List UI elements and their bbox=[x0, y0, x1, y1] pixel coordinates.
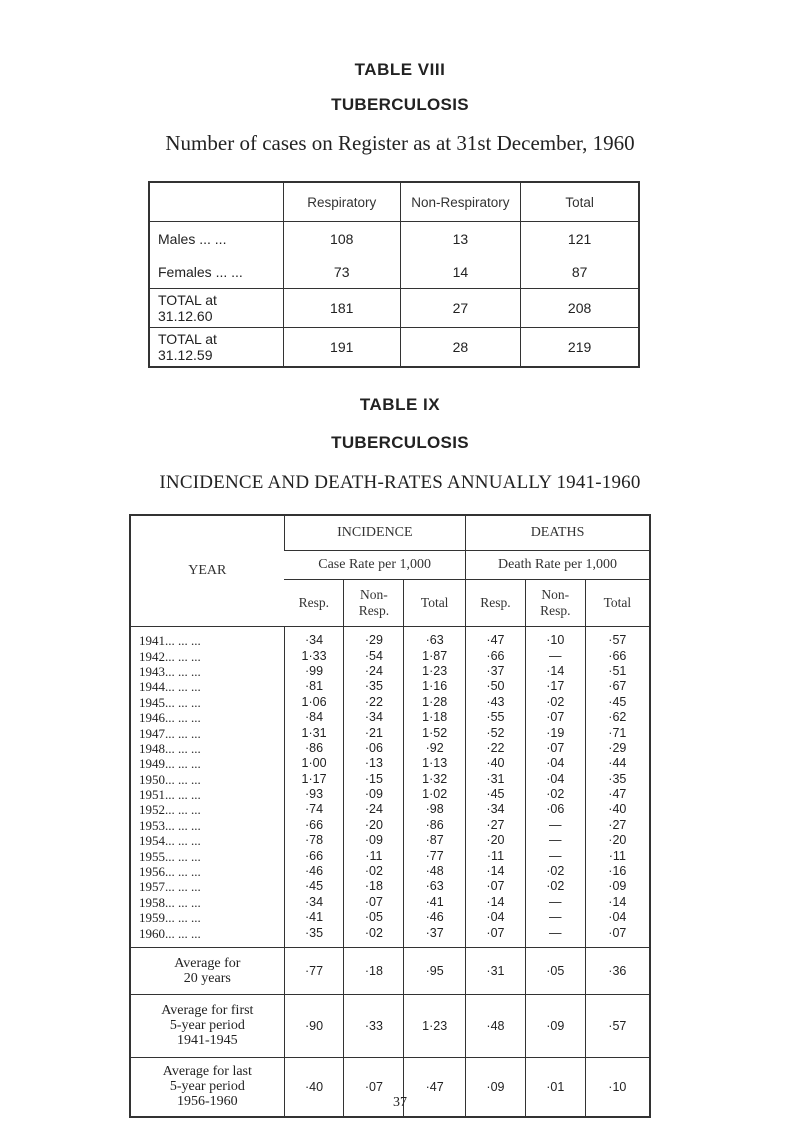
cell: ·67 bbox=[585, 679, 650, 694]
cell: ·18 bbox=[344, 947, 404, 994]
cell: ·77 bbox=[404, 848, 466, 863]
cell: ·62 bbox=[585, 710, 650, 725]
cell: ·22 bbox=[466, 741, 526, 756]
cell: ·43 bbox=[466, 695, 526, 710]
table-row bbox=[130, 695, 650, 710]
cell: ·02 bbox=[344, 925, 404, 947]
table-row bbox=[130, 802, 650, 817]
table-row bbox=[130, 710, 650, 725]
table-row bbox=[130, 756, 650, 771]
cell: 121 bbox=[521, 222, 639, 256]
column-header-inc-total: Total bbox=[404, 580, 466, 627]
cell: ·20 bbox=[585, 833, 650, 848]
cell: ·13 bbox=[344, 756, 404, 771]
cell: ·20 bbox=[344, 818, 404, 833]
cell: ·86 bbox=[284, 741, 344, 756]
cell: ·74 bbox=[284, 802, 344, 817]
cell: ·15 bbox=[344, 772, 404, 787]
column-header-inc-non-resp: Non- Resp. bbox=[344, 580, 404, 627]
table-row bbox=[149, 255, 639, 289]
cell: ·33 bbox=[344, 994, 404, 1057]
table-8-title: TUBERCULOSIS bbox=[331, 95, 469, 114]
cell: 1·06 bbox=[284, 695, 344, 710]
cell: ·52 bbox=[466, 725, 526, 740]
cell: ·41 bbox=[404, 895, 466, 910]
cell: ·31 bbox=[466, 772, 526, 787]
cell: ·45 bbox=[585, 695, 650, 710]
cell: ·84 bbox=[284, 710, 344, 725]
incidence-death-rates-table bbox=[129, 514, 651, 1118]
year-label: 1954... ... ... bbox=[139, 833, 201, 849]
cell: ·27 bbox=[466, 818, 526, 833]
cell: ·95 bbox=[404, 947, 466, 994]
cell: ·50 bbox=[466, 679, 526, 694]
cell: 219 bbox=[521, 328, 639, 368]
year-label: 1947... ... ... bbox=[139, 725, 201, 741]
table-row bbox=[130, 947, 650, 994]
cell: ·92 bbox=[404, 741, 466, 756]
cell: ·35 bbox=[585, 772, 650, 787]
cell: ·06 bbox=[525, 802, 585, 817]
cell: 1·33 bbox=[284, 648, 344, 663]
cell: ·07 bbox=[344, 1057, 404, 1117]
cell: ·10 bbox=[525, 627, 585, 649]
cell: ·18 bbox=[344, 879, 404, 894]
cell: 1·00 bbox=[284, 756, 344, 771]
cell: ·34 bbox=[466, 802, 526, 817]
year-label: 1956... ... ... bbox=[139, 864, 201, 880]
cell: ·07 bbox=[585, 925, 650, 947]
cell: 13 bbox=[400, 222, 521, 256]
cell: ·45 bbox=[284, 879, 344, 894]
cell: 208 bbox=[521, 289, 639, 328]
column-header-death-total: Total bbox=[585, 580, 650, 627]
cell: ·47 bbox=[466, 627, 526, 649]
cell: ·14 bbox=[466, 864, 526, 879]
cell: ·44 bbox=[585, 756, 650, 771]
column-header-death-resp: Resp. bbox=[466, 580, 526, 627]
cell: ·19 bbox=[525, 725, 585, 740]
cell: ·07 bbox=[466, 879, 526, 894]
table-row bbox=[130, 664, 650, 679]
cell: ·93 bbox=[284, 787, 344, 802]
cell: ·66 bbox=[585, 648, 650, 663]
cell: ·87 bbox=[404, 833, 466, 848]
cell: ·41 bbox=[284, 910, 344, 925]
table-row bbox=[130, 772, 650, 787]
cell: ·05 bbox=[525, 947, 585, 994]
cell: ·09 bbox=[585, 879, 650, 894]
table-row bbox=[149, 328, 639, 368]
cell: ·51 bbox=[585, 664, 650, 679]
cell: ·55 bbox=[466, 710, 526, 725]
cell: ·46 bbox=[284, 864, 344, 879]
cell: 108 bbox=[283, 222, 400, 256]
cell: 27 bbox=[400, 289, 521, 328]
cell: ·37 bbox=[404, 925, 466, 947]
cell: ·99 bbox=[284, 664, 344, 679]
cell: ·04 bbox=[466, 910, 526, 925]
table-row bbox=[130, 725, 650, 740]
cell: ·07 bbox=[525, 710, 585, 725]
cell: ·04 bbox=[525, 756, 585, 771]
column-header-blank bbox=[149, 182, 283, 222]
year-label: 1952... ... ... bbox=[139, 802, 201, 818]
cell: 1·23 bbox=[404, 664, 466, 679]
cell: ·21 bbox=[344, 725, 404, 740]
table-row bbox=[130, 895, 650, 910]
cell: ·09 bbox=[466, 1057, 526, 1117]
year-label: 1945... ... ... bbox=[139, 694, 201, 710]
cell: ·29 bbox=[344, 627, 404, 649]
cell: 1·32 bbox=[404, 772, 466, 787]
year-label: 1953... ... ... bbox=[139, 817, 201, 833]
year-label: 1948... ... ... bbox=[139, 740, 201, 756]
row-label: Average for last 5-year period 1956-1960 bbox=[130, 1057, 284, 1117]
cell: ·02 bbox=[525, 787, 585, 802]
page-number: 37 bbox=[393, 1095, 407, 1110]
table-9-heading: TABLE IX bbox=[359, 395, 441, 414]
table-row bbox=[130, 679, 650, 694]
cell: ·01 bbox=[525, 1057, 585, 1117]
cell: ·57 bbox=[585, 627, 650, 649]
cell: ·57 bbox=[585, 994, 650, 1057]
table-row bbox=[130, 627, 650, 649]
column-header-year: YEAR bbox=[188, 563, 227, 578]
cell: ·24 bbox=[344, 802, 404, 817]
cell: 28 bbox=[400, 328, 521, 368]
cell: ·10 bbox=[585, 1057, 650, 1117]
cell: ·45 bbox=[466, 787, 526, 802]
cell: ·47 bbox=[404, 1057, 466, 1117]
cell: ·66 bbox=[466, 648, 526, 663]
cell: 181 bbox=[283, 289, 400, 328]
year-label: 1960... ... ... bbox=[139, 925, 201, 941]
column-header-non-respiratory: Non-Respiratory bbox=[400, 182, 521, 222]
cell: ·17 bbox=[525, 679, 585, 694]
cell: ·27 bbox=[585, 818, 650, 833]
cell: — bbox=[525, 848, 585, 863]
cell: 191 bbox=[283, 328, 400, 368]
cell: — bbox=[525, 833, 585, 848]
cell: ·86 bbox=[404, 818, 466, 833]
tuberculosis-register-table bbox=[148, 181, 640, 368]
cell: 1·28 bbox=[404, 695, 466, 710]
cell: ·40 bbox=[466, 756, 526, 771]
column-header-case-rate: Case Rate per 1,000 bbox=[284, 551, 465, 580]
table-row bbox=[130, 787, 650, 802]
cell: ·29 bbox=[585, 741, 650, 756]
cell: ·07 bbox=[466, 925, 526, 947]
cell: ·35 bbox=[284, 925, 344, 947]
cell: ·34 bbox=[344, 710, 404, 725]
cell: ·16 bbox=[585, 864, 650, 879]
cell: ·63 bbox=[404, 627, 466, 649]
cell: ·77 bbox=[284, 947, 344, 994]
row-label: TOTAL at 31.12.60 bbox=[149, 289, 283, 328]
cell: ·20 bbox=[466, 833, 526, 848]
cell: ·02 bbox=[525, 864, 585, 879]
year-label: 1942... ... ... bbox=[139, 648, 201, 664]
table-row bbox=[130, 818, 650, 833]
cell: ·54 bbox=[344, 648, 404, 663]
cell: ·05 bbox=[344, 910, 404, 925]
cell: ·22 bbox=[344, 695, 404, 710]
year-label: 1950... ... ... bbox=[139, 771, 201, 787]
year-label: 1944... ... ... bbox=[139, 679, 201, 695]
table-row bbox=[130, 879, 650, 894]
cell: ·98 bbox=[404, 802, 466, 817]
cell: ·35 bbox=[344, 679, 404, 694]
cell: ·48 bbox=[466, 994, 526, 1057]
row-label: Females ... ... bbox=[158, 263, 243, 280]
year-label: 1957... ... ... bbox=[139, 879, 201, 895]
cell: — bbox=[525, 648, 585, 663]
cell: ·02 bbox=[525, 879, 585, 894]
cell: ·66 bbox=[284, 818, 344, 833]
table-row bbox=[130, 994, 650, 1057]
year-label: 1941... ... ... bbox=[130, 627, 284, 649]
cell: ·11 bbox=[585, 848, 650, 863]
cell: ·37 bbox=[466, 664, 526, 679]
year-label: 1958... ... ... bbox=[139, 894, 201, 910]
cell: 1·23 bbox=[404, 994, 466, 1057]
cell: — bbox=[525, 925, 585, 947]
cell: ·07 bbox=[344, 895, 404, 910]
cell: ·02 bbox=[344, 864, 404, 879]
row-label: Average for first 5-year period 1941-1945 bbox=[130, 994, 284, 1057]
cell: 1·13 bbox=[404, 756, 466, 771]
table-row bbox=[130, 741, 650, 756]
cell: 73 bbox=[283, 255, 400, 289]
table-row bbox=[130, 648, 650, 663]
cell: ·31 bbox=[466, 947, 526, 994]
cell: ·34 bbox=[284, 627, 344, 649]
cell: ·47 bbox=[585, 787, 650, 802]
cell: 87 bbox=[521, 255, 639, 289]
column-header-death-non-resp: Non- Resp. bbox=[525, 580, 585, 627]
cell: ·02 bbox=[525, 695, 585, 710]
year-label: 1951... ... ... bbox=[139, 787, 201, 803]
cell: ·14 bbox=[525, 664, 585, 679]
column-header-death-rate: Death Rate per 1,000 bbox=[466, 551, 650, 580]
cell: ·11 bbox=[344, 848, 404, 863]
table-9-subtitle: INCIDENCE AND DEATH-RATES ANNUALLY 1941-1960 bbox=[159, 472, 641, 493]
table-row bbox=[130, 925, 650, 947]
cell: ·11 bbox=[466, 848, 526, 863]
cell: ·78 bbox=[284, 833, 344, 848]
table-row bbox=[149, 222, 639, 256]
row-label: Males ... ... bbox=[158, 230, 227, 247]
cell: ·06 bbox=[344, 741, 404, 756]
table-8-subtitle: Number of cases on Register as at 31st December, 1960 bbox=[165, 131, 635, 155]
year-label: 1955... ... ... bbox=[139, 848, 201, 864]
cell: ·14 bbox=[466, 895, 526, 910]
cell: ·81 bbox=[284, 679, 344, 694]
cell: ·04 bbox=[525, 772, 585, 787]
cell: ·14 bbox=[585, 895, 650, 910]
cell: 1·52 bbox=[404, 725, 466, 740]
year-label: 1959... ... ... bbox=[139, 910, 201, 926]
cell: ·48 bbox=[404, 864, 466, 879]
cell: 1·87 bbox=[404, 648, 466, 663]
table-9-title: TUBERCULOSIS bbox=[331, 433, 469, 452]
cell: 1·31 bbox=[284, 725, 344, 740]
cell: — bbox=[525, 895, 585, 910]
year-label: 1943... ... ... bbox=[139, 663, 201, 679]
cell: ·04 bbox=[585, 910, 650, 925]
cell: ·34 bbox=[284, 895, 344, 910]
table-row bbox=[130, 864, 650, 879]
row-label: Average for 20 years bbox=[130, 947, 284, 994]
cell: 1·17 bbox=[284, 772, 344, 787]
cell: — bbox=[525, 818, 585, 833]
cell: ·36 bbox=[585, 947, 650, 994]
column-header-inc-resp: Resp. bbox=[284, 580, 344, 627]
cell: ·07 bbox=[525, 741, 585, 756]
year-label: 1949... ... ... bbox=[139, 756, 201, 772]
cell: — bbox=[525, 910, 585, 925]
cell: 1·16 bbox=[404, 679, 466, 694]
cell: ·63 bbox=[404, 879, 466, 894]
column-header-incidence: INCIDENCE bbox=[284, 515, 465, 551]
cell: ·90 bbox=[284, 994, 344, 1057]
table-row bbox=[130, 910, 650, 925]
table-row bbox=[130, 833, 650, 848]
cell: ·09 bbox=[525, 994, 585, 1057]
year-label: 1946... ... ... bbox=[139, 710, 201, 726]
cell: 1·18 bbox=[404, 710, 466, 725]
cell: 14 bbox=[400, 255, 521, 289]
cell: ·09 bbox=[344, 787, 404, 802]
cell: ·46 bbox=[404, 910, 466, 925]
table-row bbox=[149, 289, 639, 328]
row-label: TOTAL at 31.12.59 bbox=[149, 328, 283, 368]
table-8-heading: TABLE VIII bbox=[354, 60, 446, 79]
cell: ·40 bbox=[284, 1057, 344, 1117]
cell: ·09 bbox=[344, 833, 404, 848]
cell: 1·02 bbox=[404, 787, 466, 802]
column-header-total: Total bbox=[521, 182, 639, 222]
cell: ·40 bbox=[585, 802, 650, 817]
cell: ·66 bbox=[284, 848, 344, 863]
table-row bbox=[130, 848, 650, 863]
cell: ·24 bbox=[344, 664, 404, 679]
column-header-respiratory: Respiratory bbox=[283, 182, 400, 222]
column-header-deaths: DEATHS bbox=[466, 515, 650, 551]
cell: ·71 bbox=[585, 725, 650, 740]
